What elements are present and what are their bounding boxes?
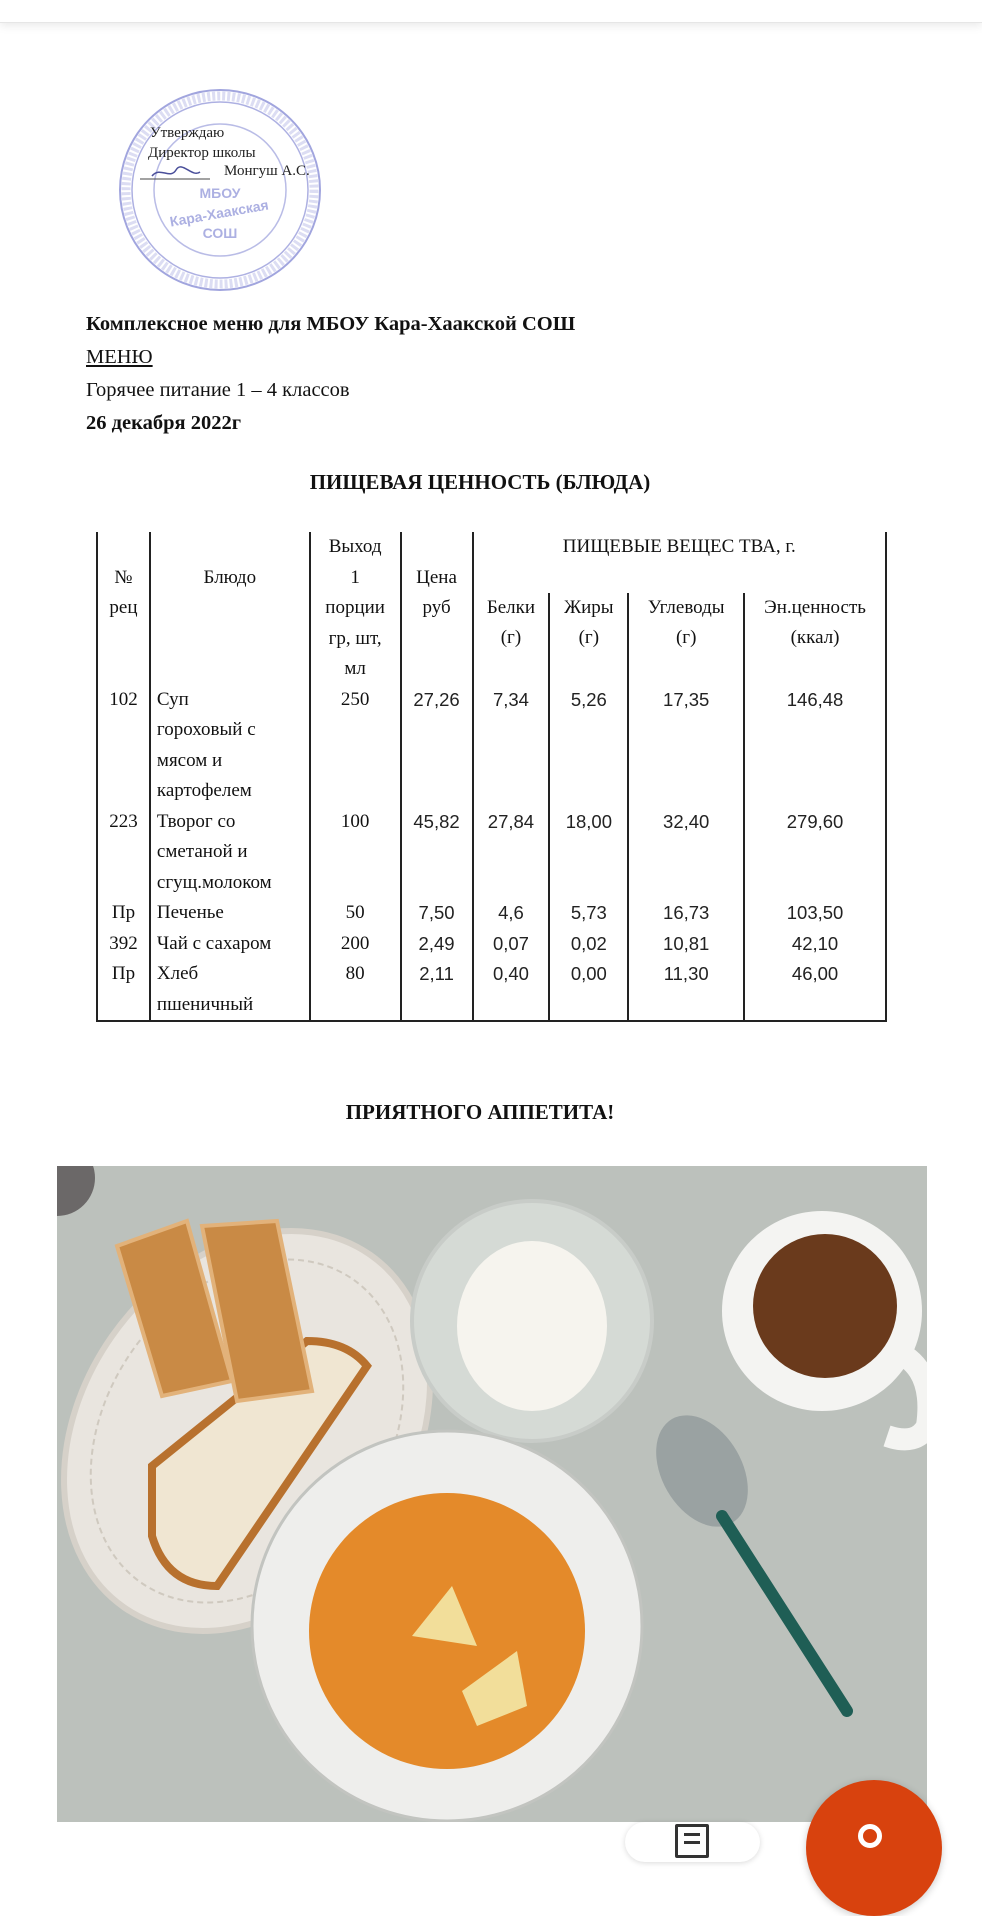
col-group-nutrients: ПИЩЕВЫЕ ВЕЩЕС ТВА, г. xyxy=(473,532,887,593)
menu-date: 26 декабря 2022г xyxy=(86,412,242,434)
cell-dish xyxy=(150,685,310,807)
cell-fat: 0,00 xyxy=(549,959,628,1021)
cell-carbs: 32,40 xyxy=(628,807,744,899)
col-header-protein: Белки (г) xyxy=(473,593,550,685)
document-view-button[interactable] xyxy=(625,1822,760,1862)
approval-stamp xyxy=(100,80,340,300)
section-title: ПИЩЕВАЯ ЦЕННОСТЬ (БЛЮДА) xyxy=(309,470,651,494)
cell-protein: 4,6 xyxy=(473,898,550,929)
cell-carbs: 16,73 xyxy=(628,898,744,929)
table-row xyxy=(97,959,886,1021)
cell-price: 7,50 xyxy=(401,898,473,929)
col-header-price: Цена руб xyxy=(401,532,473,685)
document-list-icon xyxy=(675,1824,709,1858)
cell-energy: 46,00 xyxy=(744,959,886,1021)
col-header-carbs: Углеводы (г) xyxy=(628,593,744,685)
cell-dish xyxy=(150,898,310,929)
dish-name-line: картофелем xyxy=(156,780,252,801)
cell-recipe: 223 xyxy=(97,807,150,899)
cell-price: 2,49 xyxy=(401,929,473,960)
dish-name-line: пшеничный xyxy=(156,993,254,1015)
cell-recipe: 392 xyxy=(97,929,150,960)
cell-carbs: 10,81 xyxy=(628,929,744,960)
closing-text: ПРИЯТНОГО АППЕТИТА! xyxy=(345,1100,615,1124)
menu-subtitle: Горячее питание 1 – 4 классов xyxy=(86,379,350,401)
cell-dish xyxy=(150,929,310,960)
dish-name-line: сметаной и xyxy=(156,841,248,862)
cell-energy: 103,50 xyxy=(744,898,886,929)
col-header-dish: Блюдо xyxy=(150,532,310,685)
col-header-yield: Выход 1 порции гр, шт, мл xyxy=(310,532,401,685)
dish-name-line: Творог со xyxy=(156,810,236,832)
table-header-row-1 xyxy=(97,532,886,593)
cell-protein: 0,40 xyxy=(473,959,550,1021)
cell-recipe: Пр xyxy=(97,959,150,1021)
nutrition-table xyxy=(96,532,887,1022)
cell-carbs: 11,30 xyxy=(628,959,744,1021)
col-header-recipe: № рец xyxy=(97,532,150,685)
seal-center-line-1: МБОУ xyxy=(199,185,241,201)
cell-price: 2,11 xyxy=(401,959,473,1021)
cell-protein: 0,07 xyxy=(473,929,550,960)
cell-dish xyxy=(150,959,310,1021)
cell-price: 27,26 xyxy=(401,685,473,807)
viewer-toolbar xyxy=(0,0,982,23)
cottage-cheese xyxy=(457,1241,607,1411)
cell-recipe: 102 xyxy=(97,685,150,807)
cell-protein: 7,34 xyxy=(473,685,550,807)
stamp-position: Директор школы xyxy=(148,145,256,161)
dish-name-line: Суп xyxy=(156,688,189,710)
dish-name-line: Чай с сахаром xyxy=(156,932,272,954)
table-row xyxy=(97,685,886,807)
dish-name-line: сгущ.молоком xyxy=(156,871,272,893)
table-row xyxy=(97,929,886,960)
tea xyxy=(753,1234,897,1378)
menu-header xyxy=(86,308,575,440)
cell-fat: 18,00 xyxy=(549,807,628,899)
cell-fat: 5,73 xyxy=(549,898,628,929)
meal-illustration xyxy=(57,1166,927,1822)
col-header-energy: Эн.ценность (ккал) xyxy=(744,593,886,685)
table-row xyxy=(97,807,886,899)
dish-name-line: Хлеб xyxy=(156,963,199,984)
menu-label: МЕНЮ xyxy=(86,346,153,368)
dish-name-line: гороховый с xyxy=(156,719,256,740)
seal-icon xyxy=(100,80,340,300)
cell-yield: 100 xyxy=(310,807,401,899)
cell-recipe: Пр xyxy=(97,898,150,929)
cell-fat: 5,26 xyxy=(549,685,628,807)
cell-yield: 200 xyxy=(310,929,401,960)
cell-carbs: 17,35 xyxy=(628,685,744,807)
share-fab-button[interactable] xyxy=(806,1780,942,1916)
stamp-approve: Утверждаю xyxy=(150,125,225,141)
col-header-fat: Жиры (г) xyxy=(549,593,628,685)
cell-dish xyxy=(150,807,310,899)
meal-photo xyxy=(57,1166,927,1822)
dish-name-line: Печенье xyxy=(156,902,224,923)
menu-title: Комплексное меню для МБОУ Кара-Хаакской СОШ xyxy=(86,313,576,335)
share-icon xyxy=(858,1824,882,1848)
seal-center-line-3: СОШ xyxy=(202,225,238,241)
seal-center-line-2: Кара-Хаакская xyxy=(168,196,270,230)
cell-price: 45,82 xyxy=(401,807,473,899)
dish-name-line: мясом и xyxy=(156,749,223,771)
cell-yield: 50 xyxy=(310,898,401,929)
table-row xyxy=(97,898,886,929)
cell-energy: 146,48 xyxy=(744,685,886,807)
signature-icon xyxy=(152,167,200,176)
cell-energy: 279,60 xyxy=(744,807,886,899)
cell-energy: 42,10 xyxy=(744,929,886,960)
cell-fat: 0,02 xyxy=(549,929,628,960)
cell-protein: 27,84 xyxy=(473,807,550,899)
cell-yield: 250 xyxy=(310,685,401,807)
stamp-director-name: Монгуш А.С. xyxy=(224,163,310,179)
cell-yield: 80 xyxy=(310,959,401,1021)
